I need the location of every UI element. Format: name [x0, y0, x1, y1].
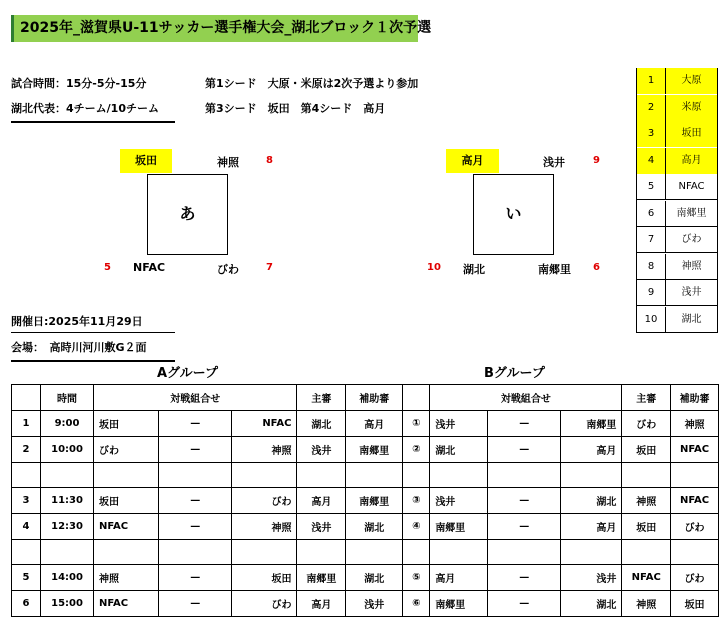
- group-a-box: あ: [147, 174, 228, 255]
- b-match-number: ④: [403, 514, 430, 540]
- empty-cell: [297, 540, 346, 565]
- a-home-team: びわ: [94, 437, 159, 463]
- b-match-number: ②: [403, 437, 430, 463]
- empty-cell: [232, 540, 297, 565]
- seed-team-name: 南郷里: [665, 201, 717, 227]
- header-time: 時間: [41, 385, 94, 411]
- a-home-team: NFAC: [94, 591, 159, 617]
- break-row: [12, 463, 719, 488]
- a-away-team: NFAC: [232, 411, 297, 437]
- b-match-number: ⑥: [403, 591, 430, 617]
- a-referee: 高月: [297, 591, 346, 617]
- seed-row: [637, 121, 717, 147]
- table-row: [12, 488, 719, 514]
- b-vs-dash: —: [488, 565, 561, 591]
- empty-cell: [41, 463, 94, 488]
- b-vs-dash: —: [488, 411, 561, 437]
- header-a-match: 対戦組合せ: [94, 385, 297, 411]
- b-assistant: びわ: [671, 514, 719, 540]
- a-assistant: 高月: [346, 411, 403, 437]
- match-time: 11:30: [41, 488, 94, 514]
- group-a-title: Aグループ: [157, 366, 219, 381]
- header-b-match: 対戦組合せ: [430, 385, 622, 411]
- a-assistant: 湖北: [346, 565, 403, 591]
- match-number: 5: [12, 565, 41, 591]
- header-b-referee: 主審: [622, 385, 671, 411]
- a-assistant: 南郷里: [346, 488, 403, 514]
- empty-cell: [488, 540, 561, 565]
- a-referee: 南郷里: [297, 565, 346, 591]
- group-i-num-br: 6: [593, 262, 600, 273]
- seed-number: 10: [644, 313, 658, 325]
- b-assistant: びわ: [671, 565, 719, 591]
- empty-cell: [430, 540, 488, 565]
- seed-number: 4: [637, 148, 665, 174]
- table-row: [12, 565, 719, 591]
- match-number: 3: [12, 488, 41, 514]
- table-header-row: [12, 385, 719, 411]
- representatives: 湖北代表：4チーム/10チーム: [11, 100, 175, 123]
- seed-row: [637, 68, 717, 94]
- b-away-team: 浅井: [561, 565, 622, 591]
- b-home-team: 浅井: [430, 488, 488, 514]
- b-away-team: 湖北: [561, 591, 622, 617]
- a-vs-dash: —: [159, 565, 232, 591]
- empty-cell: [488, 463, 561, 488]
- group-i-team-br: 南郷里: [538, 263, 571, 276]
- group-a-num-tr: 8: [266, 155, 273, 166]
- group-i-team-bl: 湖北: [463, 263, 485, 276]
- match-number: 1: [12, 411, 41, 437]
- seed-team-name: 湖北: [665, 307, 717, 333]
- seed-team-name: 神照: [665, 254, 717, 280]
- venue: 会場： 高時川河川敷G２面: [11, 339, 175, 362]
- empty-cell: [159, 540, 232, 565]
- seed-team-name: NFAC: [665, 174, 717, 200]
- match-number: 6: [12, 591, 41, 617]
- empty-cell: [430, 463, 488, 488]
- seed-team-name: びわ: [665, 227, 717, 253]
- group-a-num-br: 7: [266, 262, 273, 273]
- b-vs-dash: —: [488, 488, 561, 514]
- b-away-team: 湖北: [561, 488, 622, 514]
- empty-cell: [671, 540, 719, 565]
- empty-cell: [159, 463, 232, 488]
- empty-cell: [561, 540, 622, 565]
- a-home-team: 神照: [94, 565, 159, 591]
- seed1-note: 第1シード 大原・米原は2次予選より参加: [205, 77, 419, 90]
- group-i-num-tr: 9: [593, 155, 600, 166]
- header-a-assistant: 補助審: [346, 385, 403, 411]
- seed-row: [637, 280, 717, 306]
- table-row: [12, 437, 719, 463]
- empty-cell: [622, 463, 671, 488]
- header-b-assistant: 補助審: [671, 385, 719, 411]
- b-referee: 坂田: [622, 437, 671, 463]
- page-title: 2025年_滋賀県U-11サッカー選手権大会_湖北ブロック１次予選: [11, 15, 418, 42]
- seed34-note: 第3シード 坂田 第4シード 高月: [205, 102, 386, 115]
- match-time: 10:00: [41, 437, 94, 463]
- empty-cell: [12, 540, 41, 565]
- b-home-team: 南郷里: [430, 591, 488, 617]
- empty-cell: [346, 463, 403, 488]
- a-away-team: びわ: [232, 591, 297, 617]
- empty-cell: [94, 463, 159, 488]
- empty-cell: [561, 463, 622, 488]
- match-number: 2: [12, 437, 41, 463]
- b-referee: 神照: [622, 591, 671, 617]
- break-row: [12, 540, 719, 565]
- empty-cell: [622, 540, 671, 565]
- b-vs-dash: —: [488, 591, 561, 617]
- group-i-box: い: [473, 174, 554, 255]
- seed-team-name: 浅井: [665, 280, 717, 306]
- header-a-referee: 主審: [297, 385, 346, 411]
- b-away-team: 高月: [561, 437, 622, 463]
- match-time: 9:00: [41, 411, 94, 437]
- a-home-team: 坂田: [94, 488, 159, 514]
- seed-number: 7: [647, 234, 655, 245]
- empty-cell: [12, 463, 41, 488]
- seed-row: [637, 148, 717, 174]
- a-vs-dash: —: [159, 514, 232, 540]
- b-home-team: 湖北: [430, 437, 488, 463]
- group-a-team-tl: 坂田: [120, 149, 172, 173]
- seed-team-name: 高月: [665, 148, 717, 174]
- match-time: 15:00: [41, 591, 94, 617]
- seed-row: [637, 174, 717, 200]
- b-vs-dash: —: [488, 514, 561, 540]
- date-underline: [11, 332, 175, 333]
- group-a-team-bl: NFAC: [133, 261, 166, 274]
- a-away-team: 神照: [232, 437, 297, 463]
- group-b-title: Bグループ: [484, 366, 545, 381]
- a-vs-dash: —: [159, 437, 232, 463]
- table-row: [12, 591, 719, 617]
- b-referee: NFAC: [622, 565, 671, 591]
- seed-row: [637, 95, 717, 121]
- seed-row: [637, 307, 717, 333]
- b-match-number: ⑤: [403, 565, 430, 591]
- seed-number: 8: [647, 260, 655, 272]
- seed-number: 6: [647, 207, 655, 219]
- empty-cell: [232, 463, 297, 488]
- seed-row: [637, 227, 717, 253]
- a-assistant: 南郷里: [346, 437, 403, 463]
- seed-number: 1: [637, 68, 665, 94]
- match-time: 14:00: [41, 565, 94, 591]
- b-referee: びわ: [622, 411, 671, 437]
- a-assistant: 浅井: [346, 591, 403, 617]
- group-i-team-tl: 高月: [446, 149, 499, 173]
- a-away-team: 坂田: [232, 565, 297, 591]
- empty-cell: [346, 540, 403, 565]
- a-referee: 高月: [297, 488, 346, 514]
- a-home-team: NFAC: [94, 514, 159, 540]
- b-assistant: NFAC: [671, 437, 719, 463]
- a-away-team: 神照: [232, 514, 297, 540]
- seed-team-name: 大原: [665, 68, 717, 94]
- seed-team-name: 米原: [665, 95, 717, 121]
- table-row: [12, 411, 719, 437]
- schedule-table: [11, 384, 719, 617]
- b-assistant: NFAC: [671, 488, 719, 514]
- match-time: 12:30: [41, 514, 94, 540]
- a-home-team: 坂田: [94, 411, 159, 437]
- a-referee: 浅井: [297, 437, 346, 463]
- event-date: 開催日:2025年11月29日: [11, 315, 143, 328]
- seed-row: [637, 201, 717, 227]
- empty-cell: [297, 463, 346, 488]
- seed-number: 5: [647, 181, 655, 192]
- group-a-team-tr: 神照: [217, 156, 239, 169]
- a-vs-dash: —: [159, 591, 232, 617]
- seed-number: 2: [637, 95, 665, 121]
- a-referee: 浅井: [297, 514, 346, 540]
- seed-number: 9: [647, 287, 655, 298]
- b-referee: 神照: [622, 488, 671, 514]
- seed-team-name: 坂田: [665, 121, 717, 147]
- a-referee: 湖北: [297, 411, 346, 437]
- b-away-team: 南郷里: [561, 411, 622, 437]
- b-home-team: 南郷里: [430, 514, 488, 540]
- group-i-team-tr: 浅井: [543, 156, 565, 169]
- group-a-team-br: びわ: [217, 263, 239, 276]
- empty-cell: [403, 540, 430, 565]
- b-assistant: 坂田: [671, 591, 719, 617]
- seed-number: 3: [637, 121, 665, 147]
- empty-cell: [403, 463, 430, 488]
- a-vs-dash: —: [159, 488, 232, 514]
- b-match-number: ③: [403, 488, 430, 514]
- table-row: [12, 514, 719, 540]
- b-match-number: ①: [403, 411, 430, 437]
- b-vs-dash: —: [488, 437, 561, 463]
- b-away-team: 高月: [561, 514, 622, 540]
- b-referee: 坂田: [622, 514, 671, 540]
- header-b-no: [403, 385, 430, 411]
- empty-cell: [671, 463, 719, 488]
- group-a-num-bl: 5: [104, 262, 111, 273]
- b-home-team: 浅井: [430, 411, 488, 437]
- match-time: 試合時間：15分-5分-15分: [11, 77, 147, 90]
- group-i-num-bl: 10: [427, 262, 441, 273]
- a-assistant: 湖北: [346, 514, 403, 540]
- empty-cell: [41, 540, 94, 565]
- b-assistant: 神照: [671, 411, 719, 437]
- seed-row: [637, 254, 717, 280]
- match-number: 4: [12, 514, 41, 540]
- b-home-team: 高月: [430, 565, 488, 591]
- a-away-team: びわ: [232, 488, 297, 514]
- empty-cell: [94, 540, 159, 565]
- a-vs-dash: —: [159, 411, 232, 437]
- header-no: [12, 385, 41, 411]
